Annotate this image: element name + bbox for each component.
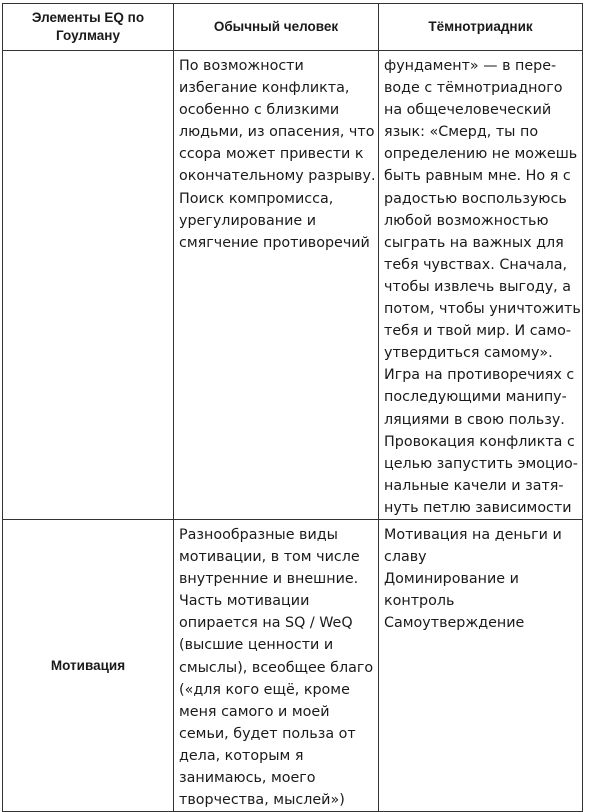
regular-person-cell [174,51,379,520]
cell-text-line: творчества, мыслей») [179,792,345,809]
row-label-motivation: Мотивация [3,519,174,811]
cell-text-line: людьми, из опасения, что [179,124,375,141]
cell-text-line: окончательному разрыву. [179,168,376,185]
cell-text-line: ссора может привести к [179,146,364,163]
cell-text-line: семьи, будет польза от [179,725,356,742]
cell-text-line: славу [384,549,427,566]
cell-text-line: тебя и твой мир. И само- [384,323,572,340]
cell-text-line: опирается на SQ / WeQ [179,615,353,632]
cell-text-line: Мотивация на деньги и [384,526,562,543]
cell-text-line: чтобы извлечь выгоду, а [384,278,572,295]
regular-person-cell [174,519,379,811]
cell-text-line: контроль [384,593,455,610]
row-label-cell [3,51,174,520]
cell-text-line: мотивации, в том числе [179,549,360,566]
header-regular-person: Обычный человек [174,4,379,51]
cell-text-line: особенно с близкими [179,102,340,119]
cell-text-line: тебя чувствах. Сначала, [384,256,568,273]
cell-text-line: («для кого ещё, кроме [179,681,350,698]
cell-text-line: быть равным мне. Но я с [384,168,571,185]
table-row [3,51,583,520]
cell-text-line: радостью воспользуюсь [384,190,567,207]
dark-triad-cell [379,519,583,811]
cell-text-line: Провокация конфликта с [384,433,575,450]
cell-text-line: целью запустить эмоцио- [384,455,578,472]
header-dark-triad: Тёмнотриадник [379,4,583,51]
cell-text-line: сыграть на важных для [384,234,564,251]
cell-text-line: (высшие ценности и [179,637,334,654]
cell-text-line: внутренние и внешние. [179,571,359,588]
cell-text-line: потом, чтобы уничтожить [384,301,581,318]
cell-text-line: урегулирование и [179,212,317,229]
cell-text-line: Доминирование и [384,571,519,588]
cell-text-line: фундамент» — в пере- [384,58,557,74]
dark-triad-cell [379,51,583,520]
table-header-row [3,4,583,51]
cell-text-line: Игра на противоречиях с [384,367,575,384]
cell-text-line: определению не можешь [384,146,578,163]
cell-text-line: ляциями в свою пользу. [384,411,565,428]
comparison-table [2,3,583,812]
cell-text-line: любой возможностью [384,212,549,229]
cell-text-line: смыслы), всеобщее благо [179,659,374,676]
cell-text-line: Поиск компромисса, [179,190,334,207]
cell-text-line: на общечеловеческий [384,102,552,119]
cell-text-line: последующими манипу- [384,389,567,406]
cell-text-line: Часть мотивации [179,593,310,610]
cell-text-line: избегание конфликта, [179,80,350,97]
cell-text-line: нуть петлю зависимости [384,499,572,516]
cell-text-line: утвердиться самому». [384,345,553,362]
cell-text-line: По возможности [179,58,304,74]
cell-text-line: воде с тёмнотриадного [384,80,563,97]
cell-text-line: Самоутверждение [384,615,525,632]
cell-text-line: смягчение противоречий [179,234,370,251]
cell-text-line: нальные качели и затя- [384,477,564,494]
cell-text-line: меня самого и моей [179,703,330,720]
table-row [3,519,583,811]
cell-text-line: занимаюсь, моего [179,770,316,786]
header-eq-elements: Элементы EQ по Гоулману [3,4,174,51]
cell-text-line: дела, которым я [179,747,304,764]
cell-text-line: язык: «Смерд, ты по [384,124,539,141]
cell-text-line: Разнообразные виды [179,526,338,543]
